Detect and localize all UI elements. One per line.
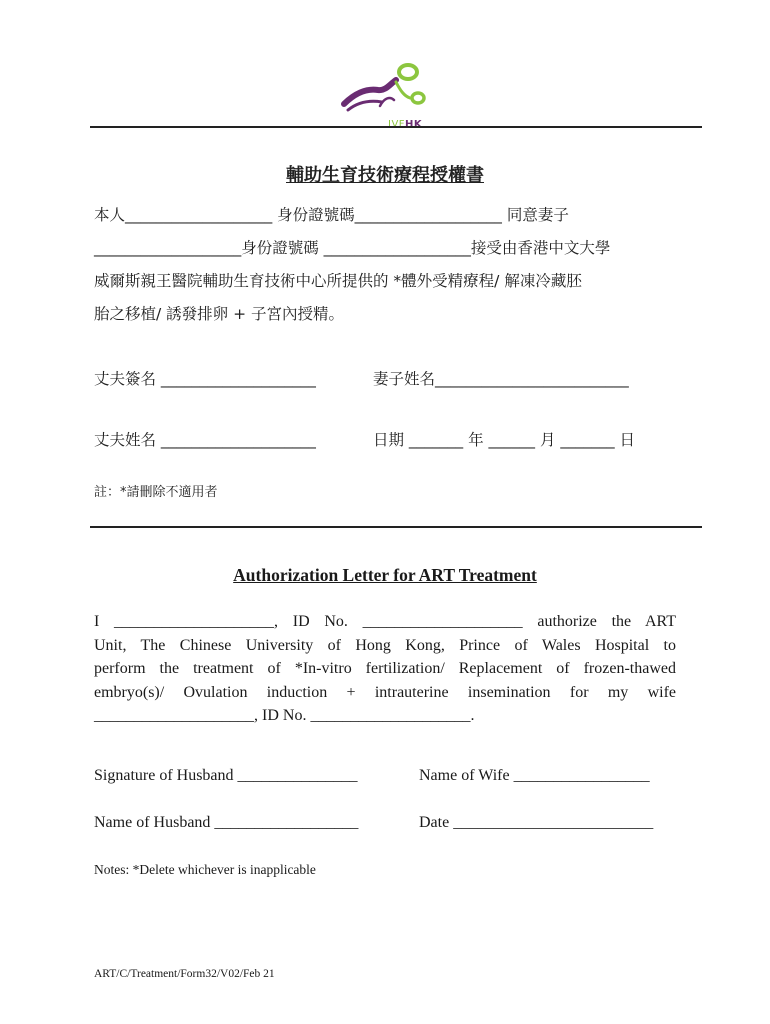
zh-title: 輔助生育技術療程授權書	[286, 165, 484, 186]
en-line-5: ____________________, ID No. ____________________.	[94, 707, 475, 724]
en-line-2: Unit, The Chinese University of Hong Kong, Prince of Wales Hospital to	[94, 636, 676, 654]
zh-line-3: 威爾斯親王醫院輔助生育技術中心所提供的 *體外受精療程/ 解凍冷藏胚	[94, 272, 582, 290]
en-paragraph	[94, 610, 676, 728]
section-divider	[90, 526, 702, 528]
zh-husband-name: 丈夫姓名 ____________________	[94, 431, 316, 449]
en-line-4: embryo(s)/ Ovulation induction + intrauterine insemination for my wife	[94, 683, 676, 701]
zh-line-4: 胎之移植/ 誘發排卵 + 子宮內授精。	[94, 305, 344, 323]
en-date: Date _________________________	[419, 814, 654, 831]
en-wife-name: Name of Wife _________________	[419, 767, 650, 784]
en-line-3: perform the treatment of *In-vitro fertilization/ Replacement of frozen-thawed	[94, 660, 676, 677]
en-note: Notes: *Delete whichever is inapplicable	[94, 862, 316, 877]
zh-husband-signature: 丈夫簽名 ____________________	[94, 370, 316, 388]
logo-text: IVFHK	[388, 119, 423, 130]
header-divider	[90, 126, 702, 128]
en-title: Authorization Letter for ART Treatment	[233, 565, 537, 585]
zh-line-1: 本人___________________ 身份證號碼___________________ 同意妻子	[94, 206, 569, 224]
zh-wife-name: 妻子姓名_________________________	[373, 370, 629, 388]
form-code-footer: ART/C/Treatment/Form32/V02/Feb 21	[94, 968, 275, 980]
zh-date: 日期 _______ 年 ______ 月 _______ 日	[373, 431, 636, 449]
zh-line-2: ___________________身份證號碼 ___________________接受由香港中文大學	[94, 239, 611, 257]
en-line-1: I ____________________, ID No. ____________________ authorize the ART	[94, 613, 676, 630]
en-husband-signature: Signature of Husband _______________	[94, 767, 358, 784]
zh-note: 註：*請刪除不適用者	[94, 485, 218, 500]
en-husband-name: Name of Husband __________________	[94, 814, 359, 831]
